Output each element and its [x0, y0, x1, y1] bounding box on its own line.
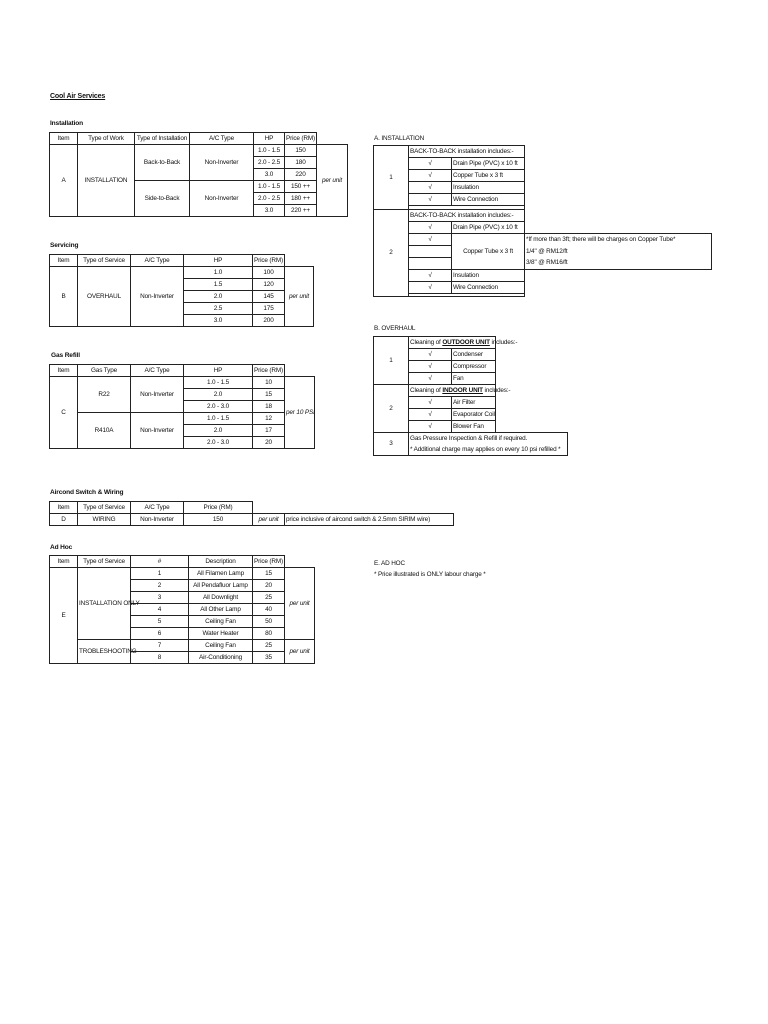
table-row	[50, 413, 315, 425]
number-cell: 2	[131, 580, 189, 592]
item-code: C	[50, 377, 78, 449]
header-cell: Price (RM)	[184, 502, 253, 514]
price-cell: 180	[285, 157, 317, 169]
ac-type: Non-Inverter	[131, 514, 184, 526]
header-cell: A/C Type	[131, 502, 184, 514]
header-cell: Gas Type	[78, 365, 131, 377]
intro-text: Cleaning of	[410, 338, 443, 346]
hp-cell: 2.0	[184, 425, 253, 437]
description-cell: Water Heater	[189, 628, 253, 640]
hp-cell: 1.5	[184, 279, 253, 291]
unit-cell: per unit	[253, 514, 285, 526]
price-cell: 20	[253, 580, 285, 592]
check-mark: √	[409, 361, 452, 373]
unit-cell: per unit	[285, 568, 315, 640]
number-cell: 4	[131, 604, 189, 616]
price-cell: 150	[184, 514, 253, 526]
price-cell: 150	[285, 145, 317, 157]
hp-cell: 2.0	[184, 291, 253, 303]
price-cell: 150 ++	[285, 181, 317, 193]
notes-installation-table	[373, 145, 712, 297]
check-mark: √	[409, 234, 452, 246]
ac-type: Non-Inverter	[131, 267, 184, 327]
price-cell: 145	[253, 291, 285, 303]
price-cell: 50	[253, 616, 285, 628]
hp-cell: 3.0	[254, 169, 285, 181]
ac-type: Non-Inverter	[131, 377, 184, 413]
price-cell: 35	[253, 652, 285, 664]
included-item: Drain Pipe (PVC) x 10 ft	[452, 158, 525, 170]
table-row	[374, 182, 712, 194]
service-type: OVERHAUL	[78, 267, 131, 327]
page-title: Cool Air Services	[50, 93, 106, 100]
group-number: 1	[374, 146, 409, 210]
unit-cell: per 10 PSI	[285, 377, 315, 449]
unit-cell: per unit	[285, 267, 314, 327]
table-row	[50, 514, 454, 526]
item-code: E	[50, 568, 78, 664]
copper-rate: 3/8" @ RM16/ft	[525, 258, 712, 270]
group-intro	[409, 337, 518, 349]
unit-cell: per unit	[317, 145, 348, 217]
table-row	[374, 337, 568, 349]
number-cell: 1	[131, 568, 189, 580]
price-cell: 175	[253, 303, 285, 315]
group-number: 2	[374, 210, 409, 297]
price-cell: 100	[253, 267, 285, 279]
header-cell: Type of Installation	[135, 133, 190, 145]
table-header-row	[50, 365, 315, 377]
header-cell: Price (RM)	[253, 365, 285, 377]
description-cell: Ceiling Fan	[189, 640, 253, 652]
table-row	[50, 267, 314, 279]
table-row	[374, 158, 712, 170]
price-cell: 220 ++	[285, 205, 317, 217]
hp-cell: 1.0 - 1.5	[254, 181, 285, 193]
hp-cell: 2.0 - 3.0	[184, 401, 253, 413]
hp-cell: 1.0 - 1.5	[184, 377, 253, 389]
header-cell: Item	[50, 133, 78, 145]
price-cell: 40	[253, 604, 285, 616]
price-cell: 15	[253, 389, 285, 401]
group-intro	[409, 385, 511, 397]
installation-type: Back-to-Back	[135, 145, 190, 181]
header-cell: Description	[189, 556, 253, 568]
description-cell: All Other Lamp	[189, 604, 253, 616]
table-row	[374, 194, 712, 206]
table-row	[50, 640, 315, 652]
installation-heading: Installation	[50, 120, 84, 127]
hp-cell: 2.5	[184, 303, 253, 315]
included-item: Copper Tube x 3 ft	[452, 234, 525, 270]
header-cell: Price (RM)	[285, 133, 317, 145]
header-cell: Price (RM)	[253, 255, 285, 267]
notes-e-heading: E. AD HOC	[374, 560, 405, 567]
check-mark: √	[409, 158, 452, 170]
included-item: Compressor	[452, 361, 496, 373]
table-row	[374, 170, 712, 182]
price-cell: 25	[253, 592, 285, 604]
ac-type: Non-Inverter	[190, 181, 254, 217]
gas-refill-table	[49, 364, 315, 449]
unit-cell: per unit	[285, 640, 315, 664]
intro-text: Cleaning of	[410, 386, 443, 394]
wiring-note: price inclusive of aircond switch & 2.5mm SIRIM wire)	[285, 514, 454, 526]
hp-cell: 2.0 - 2.5	[254, 193, 285, 205]
check-mark: √	[409, 421, 452, 433]
copper-note: *If more than 3ft; there will be charges on Copper Tube*	[525, 234, 712, 246]
price-cell: 220	[285, 169, 317, 181]
servicing-heading: Servicing	[50, 242, 79, 249]
price-cell: 25	[253, 640, 285, 652]
item-code: D	[50, 514, 78, 526]
group-number: 3	[374, 433, 409, 456]
item-code: B	[50, 267, 78, 327]
included-item: Evaporator Coil	[452, 409, 496, 421]
table-row	[374, 210, 712, 222]
number-cell: 8	[131, 652, 189, 664]
intro-emphasis: INDOOR UNIT	[442, 386, 483, 394]
included-item: Condenser	[452, 349, 496, 361]
hp-cell: 1.0 - 1.5	[254, 145, 285, 157]
check-mark: √	[409, 349, 452, 361]
gas-refill-heading: Gas Refill	[51, 352, 80, 359]
check-mark: √	[409, 409, 452, 421]
group-intro: BACK-TO-BACK installation includes:-	[409, 210, 525, 222]
price-cell: 80	[253, 628, 285, 640]
check-mark: √	[409, 182, 452, 194]
notes-b-heading: B. OVERHAUL	[374, 325, 416, 332]
price-cell: 10	[253, 377, 285, 389]
table-row	[374, 234, 712, 246]
service-type: INSTALLATION ONLY	[78, 568, 131, 640]
check-mark: √	[409, 373, 452, 385]
labour-charge-note: * Price illustrated is ONLY labour charge *	[374, 571, 486, 578]
header-cell: #	[131, 556, 189, 568]
header-cell: Type of Service	[78, 556, 131, 568]
adhoc-table	[49, 555, 315, 664]
table-row	[50, 145, 348, 157]
table-row	[374, 385, 568, 397]
intro-emphasis: OUTDOOR UNIT	[442, 338, 490, 346]
included-item: Fan	[452, 373, 496, 385]
included-item: Wire Connection	[452, 194, 525, 206]
included-item: Drain Pipe (PVC) x 10 ft	[452, 222, 525, 234]
notes-overhaul-table	[373, 336, 568, 456]
table-row	[374, 433, 568, 445]
table-row	[50, 377, 315, 389]
description-cell: All Downlight	[189, 592, 253, 604]
price-cell: 180 ++	[285, 193, 317, 205]
table-header-row	[50, 255, 314, 267]
table-row	[50, 568, 315, 580]
included-item: Insulation	[452, 270, 525, 282]
number-cell: 3	[131, 592, 189, 604]
check-mark: √	[409, 270, 452, 282]
table-header-row	[50, 502, 454, 514]
notes-a-heading: A. INSTALLATION	[374, 135, 425, 142]
installation-table	[49, 132, 348, 217]
header-cell: Type of Work	[78, 133, 135, 145]
included-item: Copper Tube x 3 ft	[452, 170, 525, 182]
hp-cell: 1.0 - 1.5	[184, 413, 253, 425]
hp-cell: 1.0	[184, 267, 253, 279]
check-mark: √	[409, 170, 452, 182]
table-header-row	[50, 556, 315, 568]
price-cell: 12	[253, 413, 285, 425]
table-row	[374, 222, 712, 234]
hp-cell: 3.0	[184, 315, 253, 327]
number-cell: 6	[131, 628, 189, 640]
header-cell: A/C Type	[190, 133, 254, 145]
adhoc-heading: Ad Hoc	[50, 544, 73, 551]
header-cell: HP	[254, 133, 285, 145]
ac-type: Non-Inverter	[190, 145, 254, 181]
wiring-heading: Aircond Switch & Wiring	[50, 489, 124, 496]
check-mark: √	[409, 397, 452, 409]
header-cell: A/C Type	[131, 255, 184, 267]
price-cell: 15	[253, 568, 285, 580]
price-cell: 17	[253, 425, 285, 437]
group-number: 2	[374, 385, 409, 433]
gas-type: R410A	[78, 413, 131, 449]
check-mark: √	[409, 282, 452, 294]
table-row	[374, 146, 712, 158]
price-cell: 120	[253, 279, 285, 291]
hp-cell: 2.0 - 2.5	[254, 157, 285, 169]
header-cell: Price (RM)	[253, 556, 285, 568]
installation-type: Side-to-Back	[135, 181, 190, 217]
group-intro: BACK-TO-BACK installation includes:-	[409, 146, 525, 158]
included-item: Air Filter	[452, 397, 496, 409]
check-mark: √	[409, 222, 452, 234]
group-number: 1	[374, 337, 409, 385]
table-row	[374, 282, 712, 294]
hp-cell: 2.0 - 3.0	[184, 437, 253, 449]
servicing-table	[49, 254, 314, 327]
hp-cell: 2.0	[184, 389, 253, 401]
included-item: Wire Connection	[452, 282, 525, 294]
gas-charge-note: * Additional charge may applies on every 10 psi refilled *	[409, 444, 568, 456]
intro-text: includes:-	[489, 338, 518, 346]
table-row	[374, 270, 712, 282]
price-cell: 18	[253, 401, 285, 413]
header-cell: HP	[184, 255, 253, 267]
table-row	[374, 246, 712, 258]
description-cell: Ceiling Fan	[189, 616, 253, 628]
gas-inspection-note: Gas Pressure Inspection & Refill if required.	[409, 433, 568, 445]
header-cell: Item	[50, 365, 78, 377]
hp-cell: 3.0	[254, 205, 285, 217]
header-cell: Type of Service	[78, 502, 131, 514]
included-item: Blower Fan	[452, 421, 496, 433]
number-cell: 5	[131, 616, 189, 628]
description-cell: All Filamen Lamp	[189, 568, 253, 580]
wiring-table	[49, 501, 454, 526]
service-type: TROBLESHOOTING	[78, 640, 131, 664]
item-code: A	[50, 145, 78, 217]
work-type: INSTALLATION	[78, 145, 135, 217]
header-cell: Item	[50, 556, 78, 568]
included-item: Insulation	[452, 182, 525, 194]
table-row	[374, 258, 712, 270]
check-mark: √	[409, 194, 452, 206]
table-row	[374, 294, 712, 297]
header-cell: Item	[50, 502, 78, 514]
ac-type: Non-Inverter	[131, 413, 184, 449]
header-cell: A/C Type	[131, 365, 184, 377]
header-cell: HP	[184, 365, 253, 377]
description-cell: Air-Conditioning	[189, 652, 253, 664]
table-header-row	[50, 133, 348, 145]
header-cell: Type of Service	[78, 255, 131, 267]
copper-rate: 1/4" @ RM12/ft	[525, 246, 712, 258]
service-type: WIRING	[78, 514, 131, 526]
price-cell: 20	[253, 437, 285, 449]
price-cell: 200	[253, 315, 285, 327]
number-cell: 7	[131, 640, 189, 652]
header-cell: Item	[50, 255, 78, 267]
description-cell: All Pendafluor Lamp	[189, 580, 253, 592]
gas-type: R22	[78, 377, 131, 413]
intro-text: includes:-	[482, 386, 511, 394]
